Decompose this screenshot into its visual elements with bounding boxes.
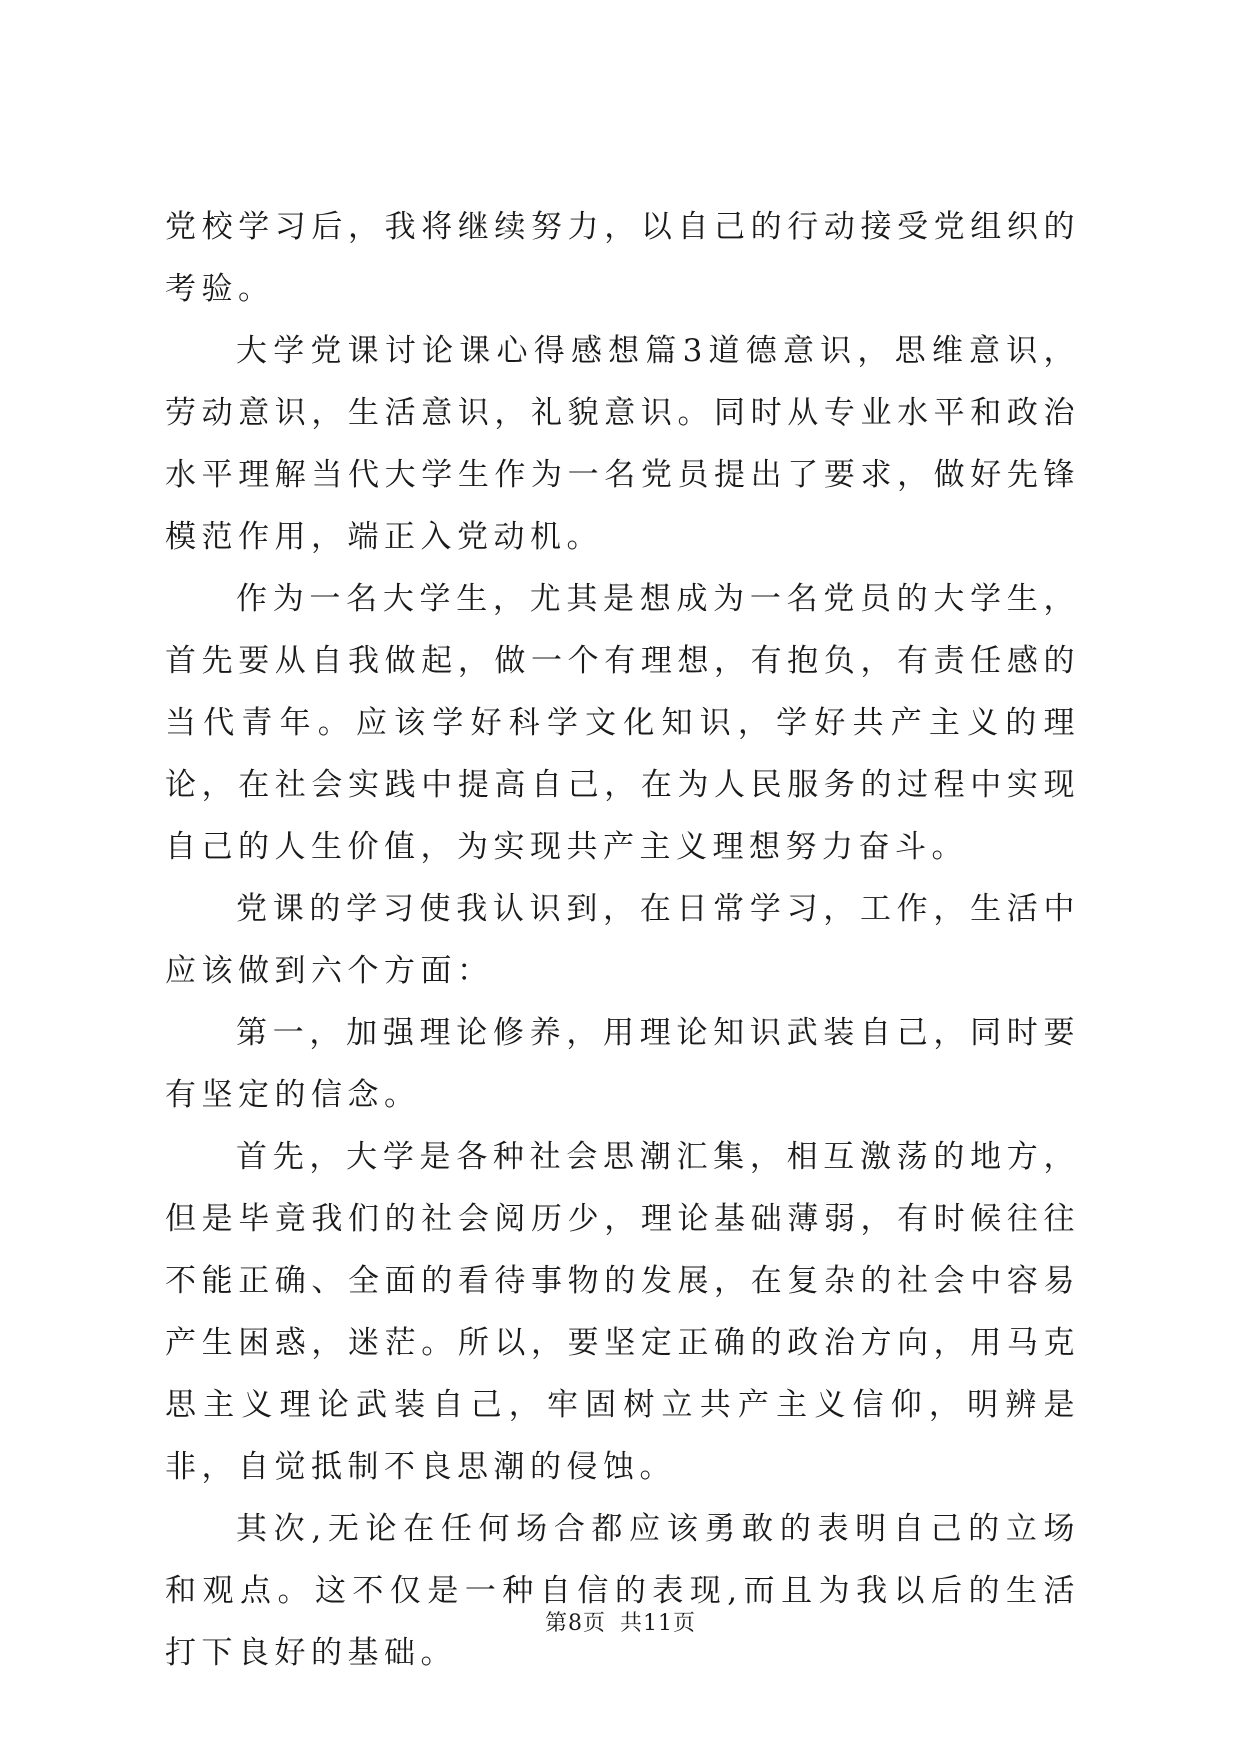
- page-footer: [0, 1606, 1241, 1637]
- page-number: 第8页: [545, 1611, 606, 1636]
- paragraph: 作为一名大学生，尤其是想成为一名党员的大学生，首先要从自我做起，做一个有理想，有抱负，有责任感的当代青年。应该学好科学文化知识，学好共产主义的理论，在社会实践中提高自己，在为人民服务的过程中实现自己的人生价值，为实现共产主义理想努力奋斗。: [165, 581, 1080, 865]
- paragraph: 大学党课讨论课心得感想篇3道德意识，思维意识，劳动意识，生活意识，礼貌意识。同时从专业水平和政治水平理解当代大学生作为一名党员提出了要求，做好先锋模范作用，端正入党动机。: [165, 333, 1080, 555]
- paragraph: 第一，加强理论修养，用理论知识武装自己，同时要有坚定的信念。: [165, 1015, 1080, 1113]
- paragraph: 党课的学习使我认识到，在日常学习，工作，生活中应该做到六个方面：: [165, 891, 1080, 989]
- paragraph: 首先，大学是各种社会思潮汇集，相互激荡的地方，但是毕竟我们的社会阅历少，理论基础薄弱，有时候往往不能正确、全面的看待事物的发展，在复杂的社会中容易产生困惑，迷茫。所以，要坚定正确的政治方向，用马克思主义理论武装自己，牢固树立共产主义信仰，明辨是非，自觉抵制不良思潮的侵蚀。: [165, 1139, 1080, 1485]
- paragraph-continuation: 党校学习后，我将继续努力，以自己的行动接受党组织的考验。: [165, 209, 1080, 307]
- document-body: [165, 196, 1080, 1684]
- page-total: 共11页: [620, 1611, 696, 1636]
- paragraph: 其次,无论在任何场合都应该勇敢的表明自己的立场和观点。这不仅是一种自信的表现,而且为我以后的生活打下良好的基础。: [165, 1511, 1080, 1671]
